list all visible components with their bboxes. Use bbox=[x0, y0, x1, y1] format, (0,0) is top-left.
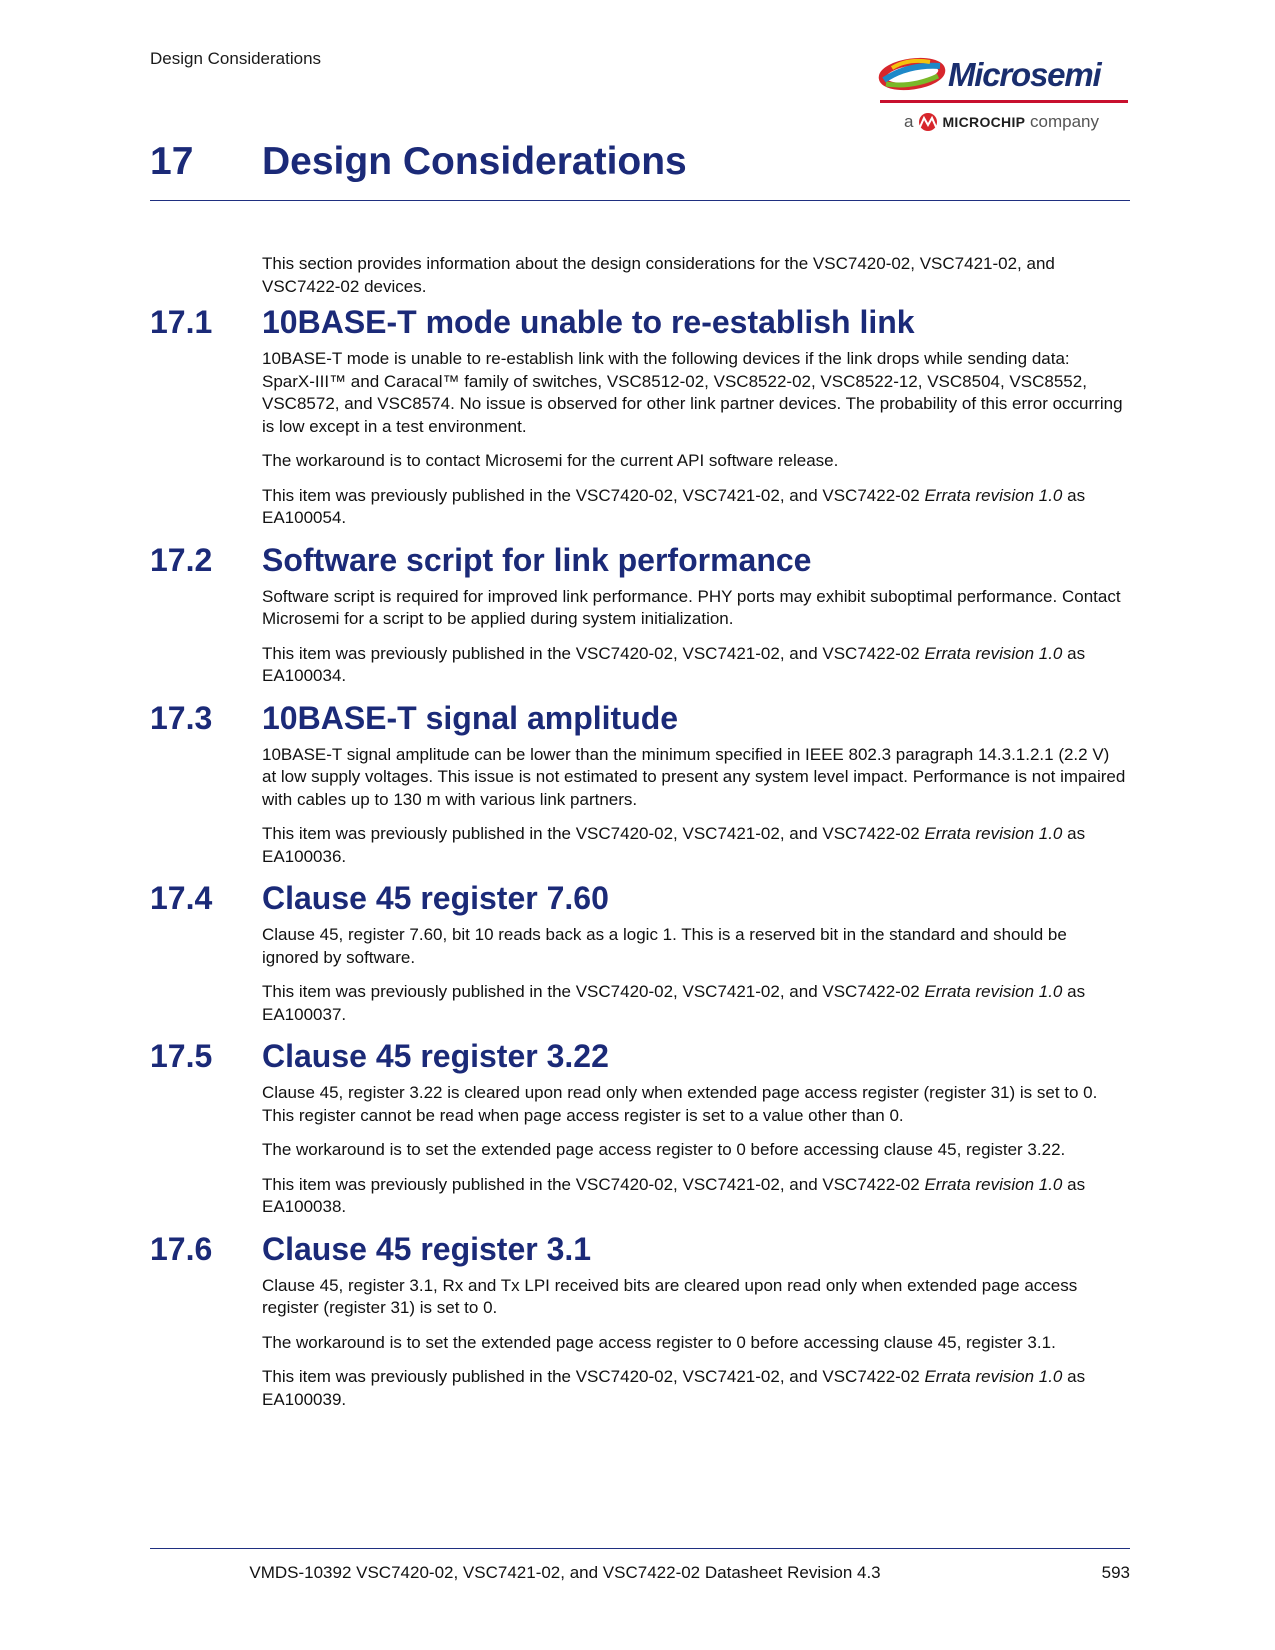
section bbox=[0, 304, 1275, 530]
section-body bbox=[262, 348, 1127, 530]
publication-note-text: This item was previously published in the VSC7420-02, VSC7421-02, and VSC7422-02 bbox=[262, 485, 925, 505]
microchip-logo-icon bbox=[917, 113, 939, 131]
body-paragraph: Clause 45, register 3.22 is cleared upon read only when extended page access register (register 31) is set to 0. This register cannot be read when page access register is set to a value other than 0. bbox=[262, 1083, 1098, 1125]
errata-reference: Errata revision 1.0 bbox=[924, 1174, 1063, 1194]
section-number: 17.4 bbox=[150, 880, 213, 916]
section-number: 17.1 bbox=[150, 304, 213, 340]
publication-note-text: This item was previously published in the VSC7420-02, VSC7421-02, and VSC7422-02 bbox=[262, 1174, 925, 1194]
publication-note-text: This item was previously published in the VSC7420-02, VSC7421-02, and VSC7422-02 bbox=[262, 643, 925, 663]
body-paragraph: The workaround is to contact Microsemi for the current API software release. bbox=[262, 451, 839, 470]
section-title: Clause 45 register 7.60 bbox=[262, 880, 609, 916]
errata-reference: Errata revision 1.0 bbox=[924, 1367, 1063, 1386]
errata-reference: Errata revision 1.0 bbox=[924, 824, 1063, 843]
publication-note-text: as EA100039. bbox=[262, 1367, 1086, 1409]
chapter-title: Design Considerations bbox=[262, 140, 687, 183]
body-paragraph: Clause 45, register 3.1, Rx and Tx LPI received bits are cleared upon read only when extended page access register (register 31) is set to 0. bbox=[262, 1275, 1078, 1317]
section-body bbox=[262, 586, 1127, 688]
publication-note bbox=[262, 823, 1127, 868]
publication-note-text: This item was previously published in the VSC7420-02, VSC7421-02, and VSC7422-02 bbox=[262, 982, 925, 1001]
publication-note-text: as EA100054. bbox=[262, 485, 1086, 527]
microsemi-logo bbox=[878, 50, 1130, 136]
publication-note-text: This item was previously published in the VSC7420-02, VSC7421-02, and VSC7422-02 bbox=[262, 824, 925, 843]
tagline-prefix: a bbox=[904, 112, 914, 131]
publication-note-text: as EA100037. bbox=[262, 982, 1086, 1024]
section bbox=[0, 1038, 1275, 1219]
chapter-heading bbox=[150, 136, 1130, 201]
tagline-brand: MICROCHIP bbox=[942, 114, 1026, 130]
body-paragraph: The workaround is to set the extended page access register to 0 before accessing clause 45, register 3.1. bbox=[262, 1332, 1056, 1352]
logo-tagline bbox=[904, 112, 1099, 132]
errata-reference: Errata revision 1.0 bbox=[924, 643, 1063, 663]
section-number: 17.6 bbox=[150, 1230, 213, 1267]
section-heading bbox=[0, 700, 1275, 738]
body-paragraph: Software script is required for improved link performance. PHY ports may exhibit suboptimal performance. Contact Microsemi for a script to be applied during system initialization. bbox=[262, 586, 1121, 628]
body-paragraph: The workaround is to set the extended page access register to 0 before accessing clause 45, register 3.22. bbox=[262, 1140, 1066, 1159]
body-paragraph: 10BASE-T mode is unable to re-establish link with the following devices if the link drops while sending data: SparX-III™ and Caracal™ family of switches, VSC8512-02, VSC8522-02, VSC8522-12, VSC8504, VSC8552, VSC8572, and VSC8574. No issue is observed for other link partner devices. The probability of this error occurring is low except in a test environment. bbox=[262, 349, 1123, 436]
chapter-number: 17 bbox=[150, 140, 194, 183]
section-title: Software script for link performance bbox=[262, 541, 812, 578]
section-title: 10BASE-T mode unable to re-establish link bbox=[262, 304, 915, 340]
footer-document-title: VMDS-10392 VSC7420-02, VSC7421-02, and VSC7422-02 Datasheet Revision 4.3 bbox=[249, 1563, 881, 1582]
tagline-suffix: company bbox=[1030, 112, 1099, 131]
publication-note bbox=[262, 485, 1127, 530]
section-heading bbox=[0, 542, 1275, 580]
publication-note bbox=[262, 643, 1127, 688]
running-header: Design Considerations bbox=[150, 49, 322, 68]
logo-wordmark: Microsemi bbox=[948, 56, 1101, 93]
intro-paragraph: This section provides information about the design considerations for the VSC7420-02, VSC7421-02, and VSC7422-02 devices. bbox=[262, 254, 1055, 296]
publication-note-text: as EA100034. bbox=[262, 643, 1086, 685]
body-paragraph: 10BASE-T signal amplitude can be lower than the minimum specified in IEEE 802.3 paragraph 14.3.1.2.1 (2.2 V) at low supply voltages. This issue is not estimated to present any system level impact. Performance is not impaired with cables up to 130 m with various link partners. bbox=[262, 744, 1126, 809]
section-body bbox=[262, 744, 1127, 869]
section-heading bbox=[0, 1038, 1275, 1076]
section-title: Clause 45 register 3.1 bbox=[262, 1230, 592, 1267]
section-title: 10BASE-T signal amplitude bbox=[262, 699, 679, 736]
publication-note bbox=[262, 981, 1127, 1026]
section bbox=[0, 880, 1275, 1026]
sections-container bbox=[0, 304, 1275, 1423]
section bbox=[0, 542, 1275, 688]
section bbox=[0, 1231, 1275, 1412]
section-title: Clause 45 register 3.22 bbox=[262, 1038, 609, 1074]
section-heading bbox=[0, 880, 1275, 918]
publication-note bbox=[262, 1366, 1127, 1411]
publication-note-text: as EA100036. bbox=[262, 824, 1086, 866]
section-heading bbox=[0, 304, 1275, 342]
section-number: 17.2 bbox=[150, 541, 213, 578]
errata-reference: Errata revision 1.0 bbox=[924, 485, 1063, 505]
section-number: 17.3 bbox=[150, 699, 213, 736]
logo-rule bbox=[880, 100, 1128, 103]
body-paragraph: Clause 45, register 7.60, bit 10 reads back as a logic 1. This is a reserved bit in the standard and should be ignored by software. bbox=[262, 925, 1067, 967]
publication-note-text: This item was previously published in the VSC7420-02, VSC7421-02, and VSC7422-02 bbox=[262, 1367, 925, 1386]
chapter-intro bbox=[262, 253, 1127, 298]
section-body bbox=[262, 924, 1127, 1026]
section bbox=[0, 700, 1275, 869]
section-number: 17.5 bbox=[150, 1038, 213, 1074]
section-heading bbox=[0, 1231, 1275, 1269]
section-body bbox=[262, 1275, 1127, 1412]
footer-rule bbox=[150, 1548, 1130, 1549]
microsemi-swoosh-icon bbox=[878, 50, 948, 98]
errata-reference: Errata revision 1.0 bbox=[924, 982, 1063, 1001]
section-body bbox=[262, 1082, 1127, 1219]
publication-note-text: as EA100038. bbox=[262, 1174, 1086, 1216]
page-number: 593 bbox=[1101, 1563, 1130, 1582]
publication-note bbox=[262, 1174, 1127, 1219]
